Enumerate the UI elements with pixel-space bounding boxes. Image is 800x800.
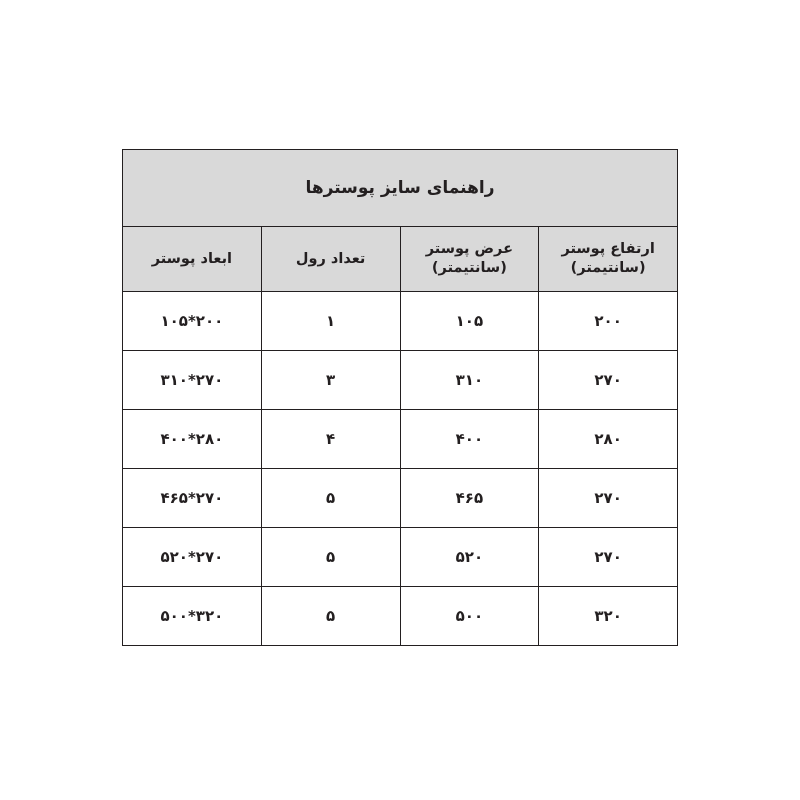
cell-roll-count: ۵ [261,528,400,587]
cell-roll-count: ۳ [261,351,400,410]
table-row [123,528,678,587]
cell-poster-dimensions: ۲۸۰*۴۰۰ [123,410,262,469]
cell-poster-width: ۴۶۵ [400,469,539,528]
cell-poster-dimensions: ۲۰۰*۱۰۵ [123,292,262,351]
cell-poster-dimensions: ۳۲۰*۵۰۰ [123,587,262,646]
table-header-row [123,227,678,292]
cell-roll-count: ۵ [261,587,400,646]
column-header-roll-count: تعداد رول [261,227,400,292]
cell-poster-height: ۲۷۰ [539,528,678,587]
cell-poster-height: ۲۷۰ [539,351,678,410]
table-row [123,292,678,351]
table-row [123,351,678,410]
table-row [123,410,678,469]
table-title-row [123,150,678,227]
column-header-poster-width: عرض پوستر (سانتیمتر) [400,227,539,292]
column-header-poster-dimensions: ابعاد پوستر [123,227,262,292]
poster-size-guide [122,149,678,646]
cell-roll-count: ۱ [261,292,400,351]
cell-poster-height: ۲۸۰ [539,410,678,469]
cell-roll-count: ۴ [261,410,400,469]
cell-poster-width: ۵۰۰ [400,587,539,646]
cell-poster-width: ۳۱۰ [400,351,539,410]
poster-size-table [122,149,678,646]
cell-poster-dimensions: ۲۷۰*۵۲۰ [123,528,262,587]
cell-poster-height: ۳۲۰ [539,587,678,646]
cell-roll-count: ۵ [261,469,400,528]
table-row [123,469,678,528]
table-title: راهنمای سایز پوسترها [123,150,678,227]
cell-poster-height: ۲۰۰ [539,292,678,351]
cell-poster-width: ۱۰۵ [400,292,539,351]
cell-poster-height: ۲۷۰ [539,469,678,528]
table-row [123,587,678,646]
column-header-poster-height: ارتفاع پوستر (سانتیمتر) [539,227,678,292]
cell-poster-dimensions: ۲۷۰*۴۶۵ [123,469,262,528]
cell-poster-width: ۴۰۰ [400,410,539,469]
cell-poster-width: ۵۲۰ [400,528,539,587]
cell-poster-dimensions: ۲۷۰*۳۱۰ [123,351,262,410]
